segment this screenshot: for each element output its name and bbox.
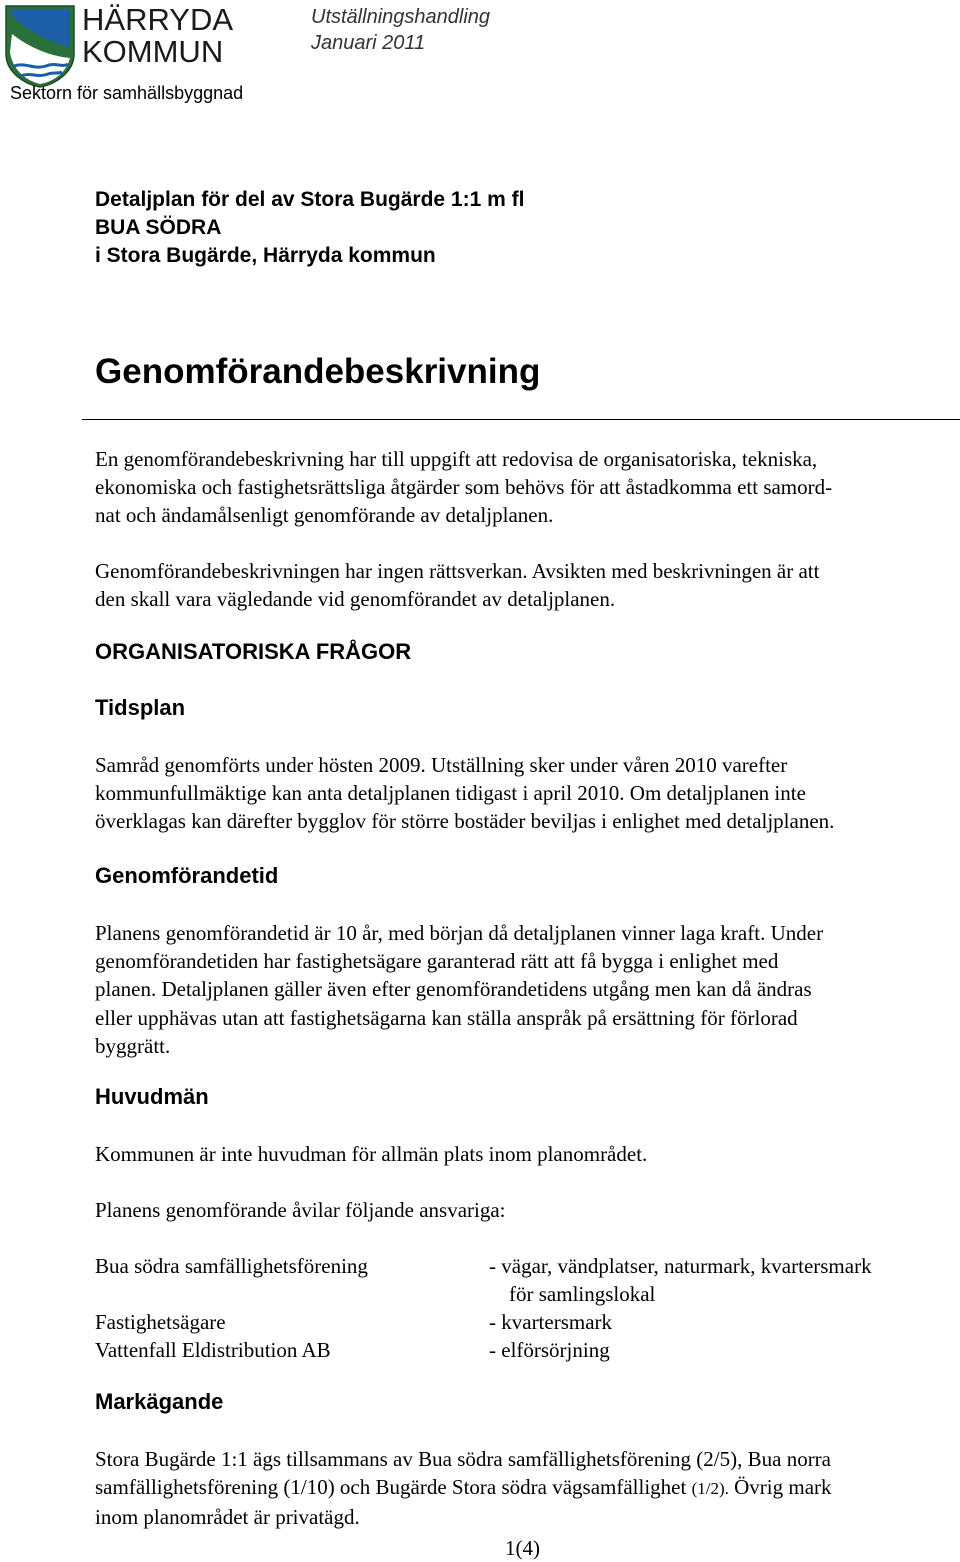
plan-title-line3: i Stora Bugärde, Härryda kommun — [95, 244, 436, 267]
text-line: nat och ändamålsenligt genomförande av detaljplanen. — [95, 503, 554, 528]
text-line: genomförandetiden har fastighetsägare garanterad rätt att få bygga i enlighet med — [95, 949, 779, 974]
text-line: Stora Bugärde 1:1 ägs tillsammans av Bua södra samfällighetsförening (2/5), Bua norra — [95, 1447, 831, 1471]
document-status — [311, 4, 490, 56]
intro-paragraph-2 — [95, 557, 945, 613]
text-line: kommunfullmäktige kan anta detaljplanen tidigast i april 2010. Om detaljplanen inte — [95, 781, 806, 806]
page-title: Genomförandebeskrivning — [95, 352, 541, 391]
plan-title — [95, 186, 524, 270]
text-line: - kvartersmark — [489, 1310, 613, 1334]
text-line: En genomförandebeskrivning har till uppgift att redovisa de organisatoriska, tekniska, — [95, 447, 818, 471]
plan-title-line1: Detaljplan för del av Stora Bugärde 1:1 m fl — [95, 188, 525, 211]
text-line: Genomförandebeskrivningen har ingen rättsverkan. Avsikten med beskrivningen är att — [95, 559, 820, 583]
harryda-coat-of-arms-icon — [4, 4, 76, 88]
municipality-name-line2: KOMMUN — [82, 34, 224, 69]
municipality-name-line1: HÄRRYDA — [82, 2, 234, 37]
heading-huvudman: Huvudmän — [95, 1084, 209, 1109]
text-line: den skall vara vägledande vid genomförandet av detaljplanen. — [95, 587, 616, 612]
huvudman-paragraph-1 — [95, 1140, 945, 1168]
sector-name: Sektorn för samhällsbyggnad — [10, 83, 244, 103]
text-line — [95, 1473, 945, 1503]
heading-tidsplan: Tidsplan — [95, 695, 186, 720]
text-line: överklagas kan därefter bygglov för större bostäder beviljas i enlighet med detaljplanen. — [95, 809, 835, 834]
text-line: - elförsörjning — [489, 1338, 610, 1362]
text-line: ekonomiska och fastighetsrättsliga åtgärder som behövs för att åstadkomma ett samord- — [95, 475, 833, 500]
responsibility-task — [489, 1252, 872, 1308]
markagande-paragraph — [95, 1445, 945, 1532]
text-line: planen. Detaljplanen gäller även efter genomförandetidens utgång men kan då ändras — [95, 977, 812, 1002]
heading-divider — [82, 419, 960, 420]
text-line: Planens genomförandetid är 10 år, med början då detaljplanen vinner laga kraft. Under — [95, 921, 824, 945]
text-line: Planens genomförande åvilar följande ansvariga: — [95, 1198, 506, 1222]
section-heading-organisational: ORGANISATORISKA FRÅGOR — [95, 639, 412, 664]
responsible-party: Bua södra samfällighetsförening — [95, 1254, 368, 1278]
text-line: inom planområdet är privatägd. — [95, 1505, 360, 1530]
text-line: Kommunen är inte huvudman för allmän plats inom planområdet. — [95, 1142, 648, 1166]
plan-title-line2: BUA SÖDRA — [95, 216, 222, 239]
responsibility-task — [489, 1308, 612, 1336]
text-line: eller upphävas utan att fastighetsägarna kan ställa anspråk på ersättning för förlorad — [95, 1005, 798, 1030]
text-span: samfällighetsförening (1/10) och Bugärde Stora södra vägsamfällighet — [95, 1475, 687, 1500]
responsible-party: Fastighetsägare — [95, 1310, 226, 1334]
huvudman-paragraph-2 — [95, 1196, 945, 1224]
page-number: 1(4) — [505, 1536, 540, 1560]
heading-markagande: Markägande — [95, 1389, 224, 1414]
intro-paragraph-1 — [95, 445, 945, 530]
heading-genomforandetid: Genomförandetid — [95, 863, 279, 888]
text-line: byggrätt. — [95, 1033, 171, 1058]
ownership-share: (1/2). — [691, 1479, 729, 1499]
text-line: för samlingslokal — [509, 1282, 656, 1307]
genomforandetid-paragraph — [95, 919, 945, 1060]
tidsplan-paragraph — [95, 751, 945, 836]
document-status-date: Januari 2011 — [311, 32, 426, 54]
responsible-party: Vattenfall Eldistribution AB — [95, 1338, 331, 1362]
document-status-type: Utställningshandling — [311, 6, 491, 28]
text-span: Övrig mark — [734, 1475, 832, 1500]
text-line: Samråd genomförts under hösten 2009. Utställning sker under våren 2010 varefter — [95, 753, 788, 777]
text-line: - vägar, vändplatser, naturmark, kvartersmark — [489, 1254, 872, 1278]
municipality-name — [82, 4, 233, 68]
responsibility-task — [489, 1336, 610, 1364]
